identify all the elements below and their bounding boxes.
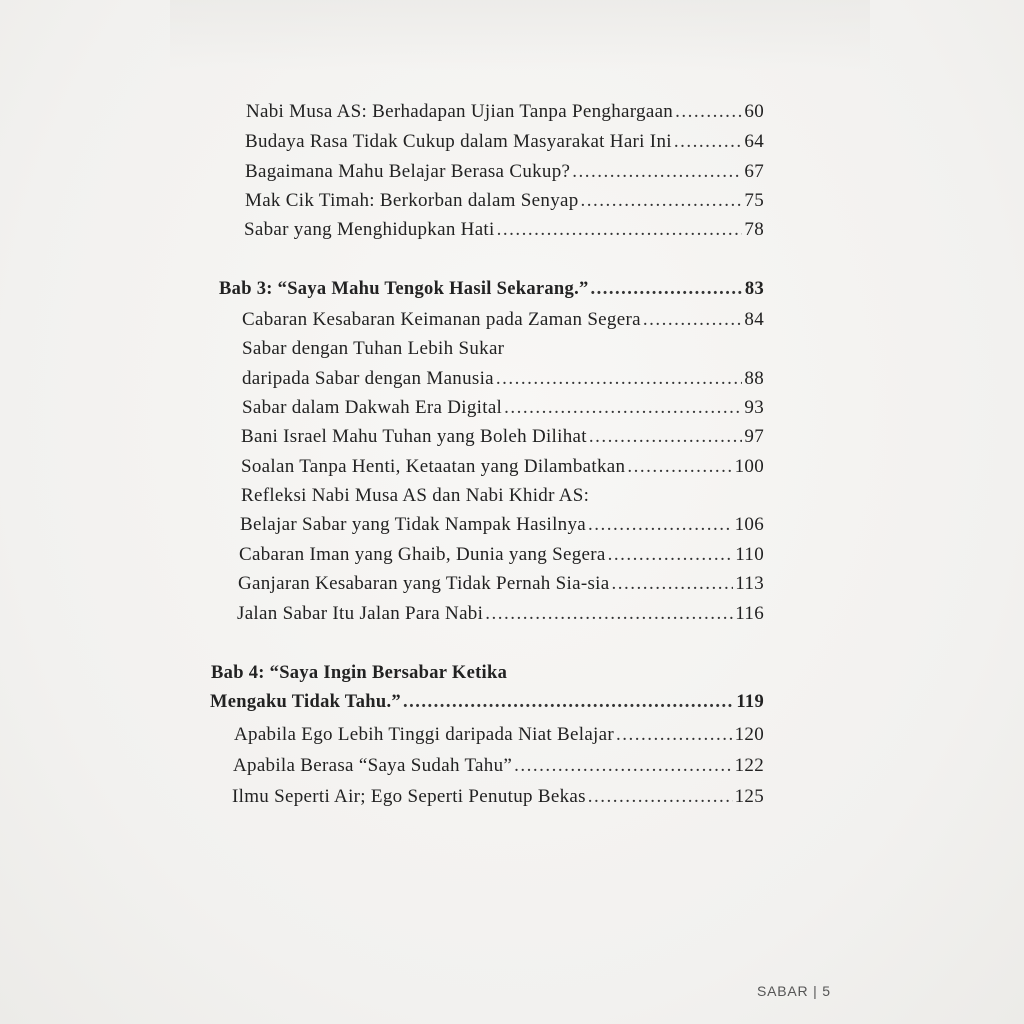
toc-entry <box>241 426 764 448</box>
toc-entry <box>245 190 764 212</box>
toc-leader-dots <box>485 603 733 625</box>
toc-entry-title: Belajar Sabar yang Tidak Nampak Hasilnya <box>240 514 587 535</box>
toc-entry <box>244 219 764 241</box>
toc-leader-dots <box>591 279 743 300</box>
toc-entry-page: 67 <box>744 161 764 182</box>
toc-leader-dots <box>627 456 732 478</box>
toc-leader-dots <box>514 755 732 777</box>
toc-leader-dots <box>675 101 742 123</box>
toc-entry-page: 116 <box>735 603 764 624</box>
toc-entry-title: Bagaimana Mahu Belajar Berasa Cukup? <box>245 161 571 182</box>
toc-entry-title: Ganjaran Kesabaran yang Tidak Pernah Sia-sia <box>238 573 610 594</box>
toc-entry <box>240 514 764 536</box>
toc-entry <box>232 786 764 808</box>
toc-chapter <box>219 279 764 300</box>
toc-entry-title: Sabar dengan Tuhan Lebih Sukar <box>242 338 505 359</box>
toc-entry-title: Soalan Tanpa Henti, Ketaatan yang Dilambatkan <box>241 456 626 477</box>
toc-entry-title: Refleksi Nabi Musa AS dan Nabi Khidr AS: <box>241 485 590 506</box>
toc-entry-page: 64 <box>744 131 764 152</box>
toc-entry-title: Cabaran Kesabaran Keimanan pada Zaman Segera <box>242 309 641 330</box>
toc-entry <box>238 573 764 595</box>
toc-chapter-page: 119 <box>736 692 764 712</box>
toc-leader-dots <box>588 514 733 536</box>
toc-entry <box>245 161 764 183</box>
toc-entry-page: 125 <box>734 786 764 807</box>
toc-chapter-title: Bab 3: “Saya Mahu Tengok Hasil Sekarang.” <box>219 279 589 299</box>
page-bleed-shadow <box>170 0 870 70</box>
toc-leader-dots <box>403 692 734 713</box>
toc-entry <box>242 397 764 419</box>
toc-leader-dots <box>588 786 733 808</box>
toc-entry-page: 60 <box>744 101 764 122</box>
toc-leader-dots <box>581 190 743 212</box>
toc-entry <box>242 368 764 390</box>
toc-entry-title: Jalan Sabar Itu Jalan Para Nabi <box>237 603 484 624</box>
toc-leader-dots <box>589 426 743 448</box>
toc-entry-page: 100 <box>734 456 764 477</box>
toc-chapter-title: Mengaku Tidak Tahu.” <box>210 692 401 712</box>
toc-leader-dots <box>496 368 742 390</box>
toc-entry-title: Apabila Ego Lebih Tinggi daripada Niat Belajar <box>234 724 614 745</box>
toc-entry <box>246 101 764 123</box>
toc-entry-page: 113 <box>735 573 764 594</box>
toc-entry <box>242 309 764 331</box>
toc-entry-title: Sabar yang Menghidupkan Hati <box>244 219 495 240</box>
toc-entry-page: 88 <box>744 368 764 389</box>
toc-entry-page: 75 <box>744 190 764 211</box>
toc-leader-dots <box>497 219 743 241</box>
toc-entry-page: 122 <box>734 755 764 776</box>
toc-entry-title: Apabila Berasa “Saya Sudah Tahu” <box>233 755 513 776</box>
toc-entry <box>241 456 764 478</box>
toc-entry-page: 106 <box>734 514 764 535</box>
toc-entry-title: daripada Sabar dengan Manusia <box>242 368 494 389</box>
toc-entry-page: 93 <box>744 397 764 418</box>
toc-entry-page: 120 <box>734 724 764 745</box>
toc-leader-dots <box>608 544 734 566</box>
toc-entry <box>237 603 764 625</box>
toc-chapter <box>210 692 764 713</box>
toc-entry-title: Sabar dalam Dakwah Era Digital <box>242 397 503 418</box>
toc-entry-title: Mak Cik Timah: Berkorban dalam Senyap <box>245 190 579 211</box>
toc-entry <box>239 544 764 566</box>
toc-chapter-continued <box>211 663 764 684</box>
toc-entry <box>234 724 764 746</box>
toc-entry-page: 97 <box>744 426 764 447</box>
toc-leader-dots <box>616 724 733 746</box>
toc-chapter-page: 83 <box>744 279 764 299</box>
toc-leader-dots <box>504 397 742 419</box>
toc-entry-page: 110 <box>735 544 764 565</box>
toc-entry-continued <box>242 338 764 360</box>
toc-entry-title: Cabaran Iman yang Ghaib, Dunia yang Segera <box>239 544 606 565</box>
toc-entry-title: Budaya Rasa Tidak Cukup dalam Masyarakat Hari Ini <box>245 131 672 152</box>
toc-leader-dots <box>674 131 743 153</box>
toc-entry-page: 78 <box>744 219 764 240</box>
toc-chapter-title: Bab 4: “Saya Ingin Bersabar Ketika <box>211 663 508 683</box>
toc-entry-title: Bani Israel Mahu Tuhan yang Boleh Dilihat <box>241 426 587 447</box>
toc-leader-dots <box>572 161 742 183</box>
toc-entry <box>245 131 764 153</box>
toc-entry-title: Ilmu Seperti Air; Ego Seperti Penutup Bekas <box>232 786 586 807</box>
toc-leader-dots <box>611 573 733 595</box>
toc-leader-dots <box>643 309 743 331</box>
toc-entry <box>233 755 764 777</box>
page-footer: SABAR | 5 <box>757 983 831 999</box>
toc-entry-title: Nabi Musa AS: Berhadapan Ujian Tanpa Penghargaan <box>246 101 674 122</box>
toc-entry-page: 84 <box>744 309 764 330</box>
toc-entry-continued <box>241 485 764 507</box>
